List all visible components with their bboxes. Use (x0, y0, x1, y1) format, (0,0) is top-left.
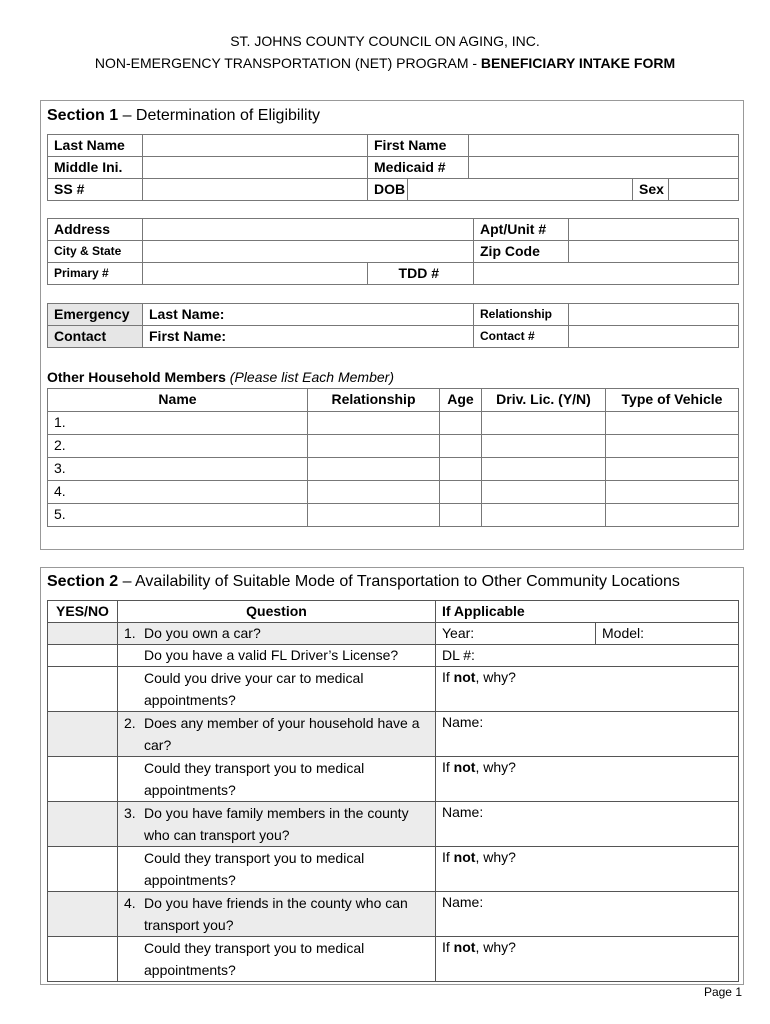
medicaid-field[interactable] (469, 157, 739, 179)
table-row (48, 458, 739, 481)
row-number[interactable]: 5. (48, 504, 308, 527)
emergency-first-name-field[interactable]: First Name: (143, 326, 474, 348)
table-row (48, 712, 739, 757)
relationship-label: Relationship (474, 304, 569, 326)
org-name: ST. JOHNS COUNTY COUNCIL ON AGING, INC. (230, 33, 540, 49)
question-cell: Could they transport you to medical appointments? (118, 937, 436, 982)
zip-field[interactable] (569, 241, 739, 263)
col-driv-lic: Driv. Lic. (Y/N) (482, 389, 606, 412)
table-row (48, 847, 739, 892)
primary-phone-label: Primary # (48, 263, 143, 285)
table-row (48, 802, 739, 847)
contact-label: Contact (48, 326, 143, 348)
table-row (48, 435, 739, 458)
relationship-cell[interactable] (308, 481, 440, 504)
first-name-field[interactable] (469, 135, 739, 157)
license-cell[interactable] (482, 458, 606, 481)
table-row (48, 481, 739, 504)
model-field[interactable]: Model: (596, 623, 739, 645)
yes-no-field[interactable] (48, 892, 118, 937)
vehicle-cell[interactable] (606, 435, 739, 458)
dl-field[interactable]: DL #: (436, 645, 739, 667)
relationship-cell[interactable] (308, 412, 440, 435)
apt-field[interactable] (569, 219, 739, 241)
transport-question-table (47, 600, 739, 982)
yes-no-field[interactable] (48, 623, 118, 645)
question-cell: Could they transport you to medical appointments? (118, 757, 436, 802)
license-cell[interactable] (482, 504, 606, 527)
personal-info-table (47, 134, 739, 201)
vehicle-cell[interactable] (606, 504, 739, 527)
name-field[interactable]: Name: (436, 802, 739, 847)
apt-label: Apt/Unit # (474, 219, 569, 241)
name-field[interactable]: Name: (436, 892, 739, 937)
yes-no-field[interactable] (48, 802, 118, 847)
contact-number-label: Contact # (474, 326, 569, 348)
form-header (0, 30, 770, 74)
address-label: Address (48, 219, 143, 241)
section-2 (40, 567, 744, 985)
yes-no-field[interactable] (48, 757, 118, 802)
city-state-field[interactable] (143, 241, 474, 263)
dob-field[interactable] (408, 179, 633, 201)
table-row (48, 667, 739, 712)
section-2-title: Section 2 – Availability of Suitable Mode of Transportation to Other Community Locations (47, 573, 680, 590)
relationship-cell[interactable] (308, 458, 440, 481)
first-name-label: First Name (368, 135, 469, 157)
program-name: NON-EMERGENCY TRANSPORTATION (NET) PROGRAM - (94, 55, 481, 71)
table-row (48, 504, 739, 527)
relationship-field[interactable] (569, 304, 739, 326)
table-row (48, 623, 739, 645)
question-cell: 4. Do you have friends in the county who can transport you? (118, 892, 436, 937)
last-name-field[interactable] (143, 135, 368, 157)
col-question: Question (118, 601, 436, 623)
name-field[interactable]: Name: (436, 712, 739, 757)
why-field[interactable]: If not, why? (436, 937, 739, 982)
table-row (48, 892, 739, 937)
yes-no-field[interactable] (48, 937, 118, 982)
zip-label: Zip Code (474, 241, 569, 263)
row-number[interactable]: 3. (48, 458, 308, 481)
form-type: BENEFICIARY INTAKE FORM (480, 55, 676, 71)
question-cell: Could you drive your car to medical appointments? (118, 667, 436, 712)
address-table (47, 218, 739, 285)
tdd-field[interactable] (474, 263, 739, 285)
why-field[interactable]: If not, why? (436, 847, 739, 892)
last-name-label: Last Name (48, 135, 143, 157)
section-1 (40, 100, 744, 550)
age-cell[interactable] (440, 481, 482, 504)
table-row (48, 412, 739, 435)
license-cell[interactable] (482, 435, 606, 458)
middle-initial-label: Middle Ini. (48, 157, 143, 179)
license-cell[interactable] (482, 481, 606, 504)
col-yes-no: YES/NO (48, 601, 118, 623)
year-field[interactable]: Year: (436, 623, 596, 645)
question-cell: Could they transport you to medical appointments? (118, 847, 436, 892)
col-if-applicable: If Applicable (436, 601, 739, 623)
age-cell[interactable] (440, 435, 482, 458)
tdd-label: TDD # (368, 263, 474, 285)
question-cell: 2. Does any member of your household have a car? (118, 712, 436, 757)
emergency-label: Emergency (48, 304, 143, 326)
row-number[interactable]: 4. (48, 481, 308, 504)
dob-label: DOB (368, 179, 408, 201)
why-field[interactable]: If not, why? (436, 757, 739, 802)
question-cell: Do you have a valid FL Driver’s License? (118, 645, 436, 667)
primary-phone-field[interactable] (143, 263, 368, 285)
ss-field[interactable] (143, 179, 368, 201)
vehicle-cell[interactable] (606, 412, 739, 435)
age-cell[interactable] (440, 458, 482, 481)
section-1-title: Section 1 – Determination of Eligibility (47, 107, 321, 124)
page-number: Page 1 (703, 985, 742, 999)
row-number[interactable]: 2. (48, 435, 308, 458)
relationship-cell[interactable] (308, 435, 440, 458)
age-cell[interactable] (440, 504, 482, 527)
address-field[interactable] (143, 219, 474, 241)
middle-initial-field[interactable] (143, 157, 368, 179)
row-number[interactable]: 1. (48, 412, 308, 435)
city-state-label: City & State (48, 241, 143, 263)
col-name: Name (48, 389, 308, 412)
license-cell[interactable] (482, 412, 606, 435)
age-cell[interactable] (440, 412, 482, 435)
sex-field[interactable] (669, 179, 739, 201)
contact-number-field[interactable] (569, 326, 739, 348)
household-title: Other Household Members (Please list Each Member) (47, 369, 394, 385)
emergency-last-name-field[interactable]: Last Name: (143, 304, 474, 326)
ss-label: SS # (48, 179, 143, 201)
yes-no-field[interactable] (48, 712, 118, 757)
col-relationship: Relationship (308, 389, 440, 412)
emergency-contact-table (47, 303, 739, 348)
col-vehicle: Type of Vehicle (606, 389, 739, 412)
question-cell: 1. Do you own a car? (118, 623, 436, 645)
sex-label: Sex (633, 179, 669, 201)
table-row (48, 645, 739, 667)
yes-no-field[interactable] (48, 667, 118, 712)
relationship-cell[interactable] (308, 504, 440, 527)
vehicle-cell[interactable] (606, 458, 739, 481)
household-table (47, 388, 739, 527)
form-title (0, 52, 770, 74)
col-age: Age (440, 389, 482, 412)
table-row (48, 937, 739, 982)
yes-no-field[interactable] (48, 645, 118, 667)
medicaid-label: Medicaid # (368, 157, 469, 179)
table-row (48, 757, 739, 802)
question-cell: 3. Do you have family members in the county who can transport you? (118, 802, 436, 847)
yes-no-field[interactable] (48, 847, 118, 892)
why-field[interactable]: If not, why? (436, 667, 739, 712)
vehicle-cell[interactable] (606, 481, 739, 504)
